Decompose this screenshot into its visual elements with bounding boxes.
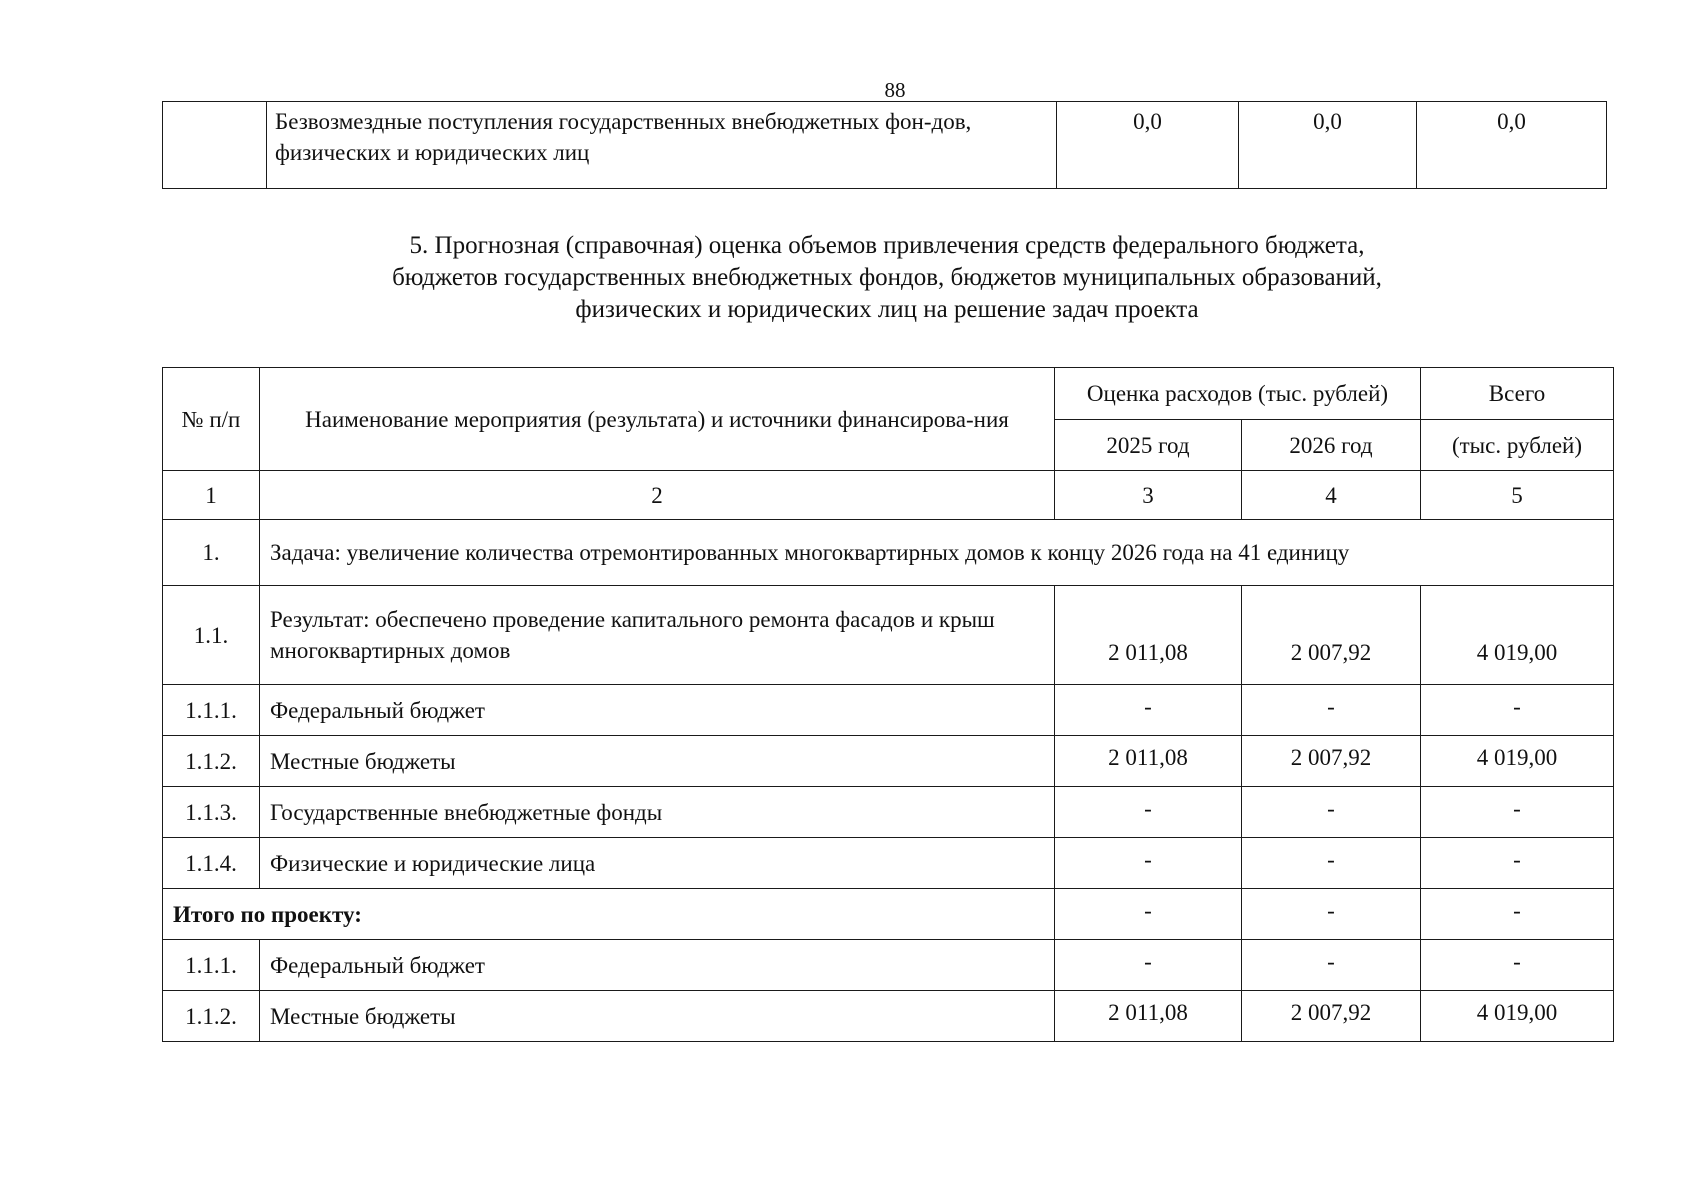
empty-cell: [163, 102, 267, 189]
value-2025: -: [1055, 889, 1242, 940]
index-cell: 5: [1421, 471, 1614, 520]
task-no: 1.: [163, 520, 260, 586]
value-2026: -: [1242, 787, 1421, 838]
value-2025: 2 011,08: [1055, 736, 1242, 787]
header-name: Наименование мероприятия (результата) и источники финансирова-ния: [260, 368, 1055, 471]
row-name: Местные бюджеты: [260, 736, 1055, 787]
row-no: 1.1.2.: [163, 736, 260, 787]
value-2025: -: [1055, 685, 1242, 736]
value-total: -: [1421, 889, 1614, 940]
row-name: Результат: обеспечено проведение капитального ремонта фасадов и крыш многоквартирных домов: [260, 586, 1055, 685]
value-2025: 2 011,08: [1055, 586, 1242, 685]
value-2025: -: [1055, 940, 1242, 991]
value-2026: -: [1242, 838, 1421, 889]
index-cell: 4: [1242, 471, 1421, 520]
header-year-2026: 2026 год: [1242, 420, 1421, 471]
value-2026: -: [1242, 685, 1421, 736]
table-row: [163, 838, 1614, 889]
value-total: -: [1421, 685, 1614, 736]
table-row: [163, 102, 1607, 189]
value-total: -: [1421, 787, 1614, 838]
value-2025: -: [1055, 838, 1242, 889]
value-2025: -: [1055, 787, 1242, 838]
table-row: [163, 940, 1614, 991]
value-2025: 2 011,08: [1055, 991, 1242, 1042]
value-total: 4 019,00: [1421, 991, 1614, 1042]
row-name: Федеральный бюджет: [260, 940, 1055, 991]
row-name: Физические и юридические лица: [260, 838, 1055, 889]
value-2026: 2 007,92: [1242, 736, 1421, 787]
header-total-unit: (тыс. рублей): [1421, 420, 1614, 471]
value-cell: 0,0: [1239, 102, 1417, 189]
row-name: Государственные внебюджетные фонды: [260, 787, 1055, 838]
section-title-line: бюджетов государственных внебюджетных фондов, бюджетов муниципальных образований,: [392, 264, 1382, 291]
value-total: -: [1421, 838, 1614, 889]
table-row: [163, 736, 1614, 787]
index-cell: 2: [260, 471, 1055, 520]
value-total: 4 019,00: [1421, 586, 1614, 685]
row-no: 1.1.1.: [163, 940, 260, 991]
row-name: Безвозмездные поступления государственных внебюджетных фон-дов, физических и юридических лиц: [267, 102, 1057, 189]
page-number: 88: [884, 78, 906, 102]
value-2026: -: [1242, 940, 1421, 991]
total-row: [163, 889, 1614, 940]
header-row: [163, 368, 1614, 420]
row-no: 1.1.3.: [163, 787, 260, 838]
section-title-line: физических и юридических лиц на решение задач проекта: [575, 296, 1199, 323]
index-cell: 1: [163, 471, 260, 520]
row-no: 1.1.2.: [163, 991, 260, 1042]
task-text: Задача: увеличение количества отремонтированных многоквартирных домов к концу 2026 года на 41 единицу: [260, 520, 1614, 586]
value-2026: 2 007,92: [1242, 586, 1421, 685]
header-no: № п/п: [163, 368, 260, 471]
task-row: [163, 520, 1614, 586]
table-row: [163, 787, 1614, 838]
total-label: Итого по проекту:: [163, 889, 1055, 940]
financing-table: [162, 367, 1614, 1042]
index-cell: 3: [1055, 471, 1242, 520]
table-row: [163, 685, 1614, 736]
header-total: Всего: [1421, 368, 1614, 420]
value-total: -: [1421, 940, 1614, 991]
row-name: Федеральный бюджет: [260, 685, 1055, 736]
value-cell: 0,0: [1417, 102, 1607, 189]
header-year-2025: 2025 год: [1055, 420, 1242, 471]
value-cell: 0,0: [1057, 102, 1239, 189]
row-name: Местные бюджеты: [260, 991, 1055, 1042]
section-title: [162, 230, 1612, 326]
row-no: 1.1.1.: [163, 685, 260, 736]
value-2026: -: [1242, 889, 1421, 940]
value-total: 4 019,00: [1421, 736, 1614, 787]
continuation-table: [162, 101, 1607, 189]
section-title-line: 5. Прогнозная (справочная) оценка объемов привлечения средств федерального бюджета,: [409, 232, 1365, 259]
row-no: 1.1.: [163, 586, 260, 685]
header-estimate: Оценка расходов (тыс. рублей): [1055, 368, 1421, 420]
index-row: [163, 471, 1614, 520]
row-no: 1.1.4.: [163, 838, 260, 889]
table-row: [163, 586, 1614, 685]
table-row: [163, 991, 1614, 1042]
value-2026: 2 007,92: [1242, 991, 1421, 1042]
